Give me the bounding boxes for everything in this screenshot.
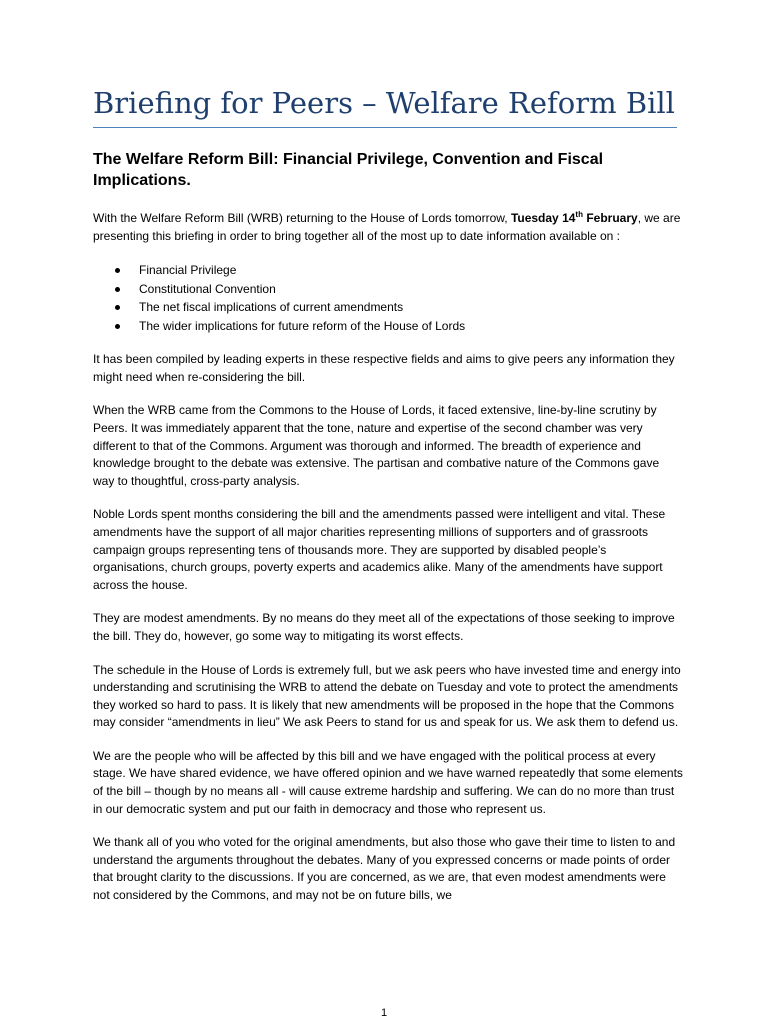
list-item-text: The net fiscal implications of current amendments xyxy=(139,300,404,315)
body-paragraph: The schedule in the House of Lords is extremely full, but we ask peers who have invested time and energy into understanding and scrutinising the WRB to attend the debate on Tuesday and vote to protect the amendments they worked so hard to pass. It is likely that new amendments will be proposed in the hope that the Commons may consider “amendments in lieu” We ask Peers to stand for us and speak for us. We ask them to defend us. xyxy=(93,662,681,730)
intro-date xyxy=(511,211,638,225)
document-body xyxy=(93,210,683,921)
body-paragraph: Noble Lords spent months considering the bill and the amendments passed were intelligent and vital. These amendments have the support of all major charities representing millions of supporters and of grassroots campaign groups representing tens of thousands more. They are supported by disabled people’s organisations, church groups, poverty experts and academics alike. Many of the amendments have support across the house. xyxy=(93,507,666,592)
body-paragraph: They are modest amendments. By no means do they meet all of the expectations of those seeking to improve the bill. They do, however, go some way to mitigating its worst effects. xyxy=(93,611,675,643)
intro-date-month: February xyxy=(586,211,638,225)
bullet-icon xyxy=(115,324,120,329)
intro-date-suffix: th xyxy=(575,210,583,219)
intro-text-start: With the Welfare Reform Bill (WRB) returning to the House of Lords tomorrow, xyxy=(93,211,511,225)
body-paragraph: We are the people who will be affected by this bill and we have engaged with the political process at every stage. We have shared evidence, we have offered opinion and we have warned repeatedly that some elements of the bill – though by no means all - will cause extreme hardship and suffering. We can do no more than trust in our democratic system and put our faith in democracy and those who represent us. xyxy=(93,748,683,816)
topics-list xyxy=(93,261,683,335)
list-item-text: Constitutional Convention xyxy=(139,281,276,296)
list-item xyxy=(93,280,683,299)
list-item xyxy=(93,317,683,336)
body-paragraph: It has been compiled by leading experts in these respective fields and aims to give peers any information they might need when re-considering the bill. xyxy=(93,352,675,384)
document-title: Briefing for Peers – Welfare Reform Bill xyxy=(93,86,675,120)
title-underline xyxy=(93,127,677,128)
bullet-icon xyxy=(115,268,120,273)
body-paragraph: When the WRB came from the Commons to the House of Lords, it faced extensive, line-by-line scrutiny by Peers. It was immediately apparent that the tone, nature and expertise of the second chamber was very different to that of the Commons. Argument was thorough and informed. The breadth of experience and knowledge brought to the debate was extensive. The partisan and combative nature of the Commons gave way to thoughtful, cross-party analysis. xyxy=(93,403,660,488)
intro-date-day: Tuesday 14 xyxy=(510,211,576,225)
list-item-text: Financial Privilege xyxy=(139,263,237,278)
bullet-icon xyxy=(115,287,120,292)
list-item xyxy=(93,298,683,317)
page-number: 1 xyxy=(380,1007,388,1019)
intro-text-end: , we are presenting this briefing in order to bring together all of the most up to date information available on : xyxy=(93,211,681,243)
list-item-text: The wider implications for future reform of the House of Lords xyxy=(139,318,466,333)
body-paragraph: We thank all of you who voted for the original amendments, but also those who gave their time to listen to and understand the arguments throughout the debates. Many of you expressed concerns or made points of order that brought clarity to the discussions. If you are concerned, as we are, that even modest amendments were not considered by the Commons, and may not be on future bills, we xyxy=(93,835,676,903)
bullet-icon xyxy=(115,305,120,310)
intro-paragraph xyxy=(93,210,683,245)
document-subtitle: The Welfare Reform Bill: Financial Privilege, Convention and Fiscal Implications. xyxy=(93,151,604,189)
list-item xyxy=(93,261,683,280)
